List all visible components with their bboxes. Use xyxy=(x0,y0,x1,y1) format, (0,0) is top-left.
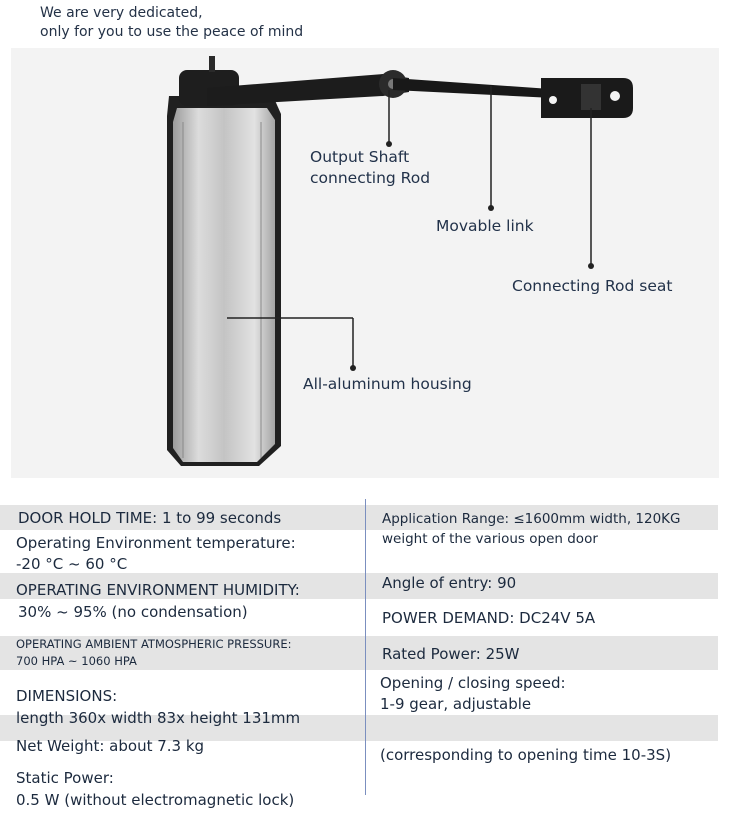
callout-leaders xyxy=(227,86,594,371)
spec-weight: Net Weight: about 7.3 kg xyxy=(16,737,205,755)
spec-hold-time: DOOR HOLD TIME: 1 to 99 seconds xyxy=(18,509,282,527)
tagline-line-1: We are very dedicated, xyxy=(40,5,203,21)
spec-table xyxy=(0,493,730,818)
spec-speed-value: 1-9 gear, adjustable xyxy=(380,695,532,713)
spec-temp-value: -20 °C ~ 60 °C xyxy=(16,555,128,573)
product-photo xyxy=(11,48,719,478)
column-divider xyxy=(365,499,366,795)
tagline xyxy=(40,4,303,42)
spec-opening-time: (corresponding to opening time 10-3S) xyxy=(380,746,672,764)
spec-humidity-value: 30% ~ 95% (no condensation) xyxy=(18,603,248,621)
callout-output-shaft-line-1: Output Shaft xyxy=(310,148,410,166)
callout-output-shaft xyxy=(310,147,430,189)
spec-humidity-label: OPERATING ENVIRONMENT HUMIDITY: xyxy=(16,581,300,599)
spec-pressure-label: OPERATING AMBIENT ATMOSPHERIC PRESSURE: xyxy=(16,637,292,651)
spec-static-label: Static Power: xyxy=(16,769,114,787)
callout-movable-link: Movable link xyxy=(436,217,534,235)
spec-range-line-2: weight of the various open door xyxy=(382,531,598,547)
spec-static-value: 0.5 W (without electromagnetic lock) xyxy=(16,791,295,809)
aluminum-housing xyxy=(167,96,281,466)
spec-pressure-value: 700 HPA ~ 1060 HPA xyxy=(16,654,137,668)
tagline-line-2: only for you to use the peace of mind xyxy=(40,24,304,40)
spec-range-line-1: Application Range: ≤1600mm width, 120KG xyxy=(382,511,681,527)
spec-speed-label: Opening / closing speed: xyxy=(380,674,566,692)
callout-rod-seat: Connecting Rod seat xyxy=(512,277,673,295)
spec-angle: Angle of entry: 90 xyxy=(382,574,517,592)
spec-dimensions-value: length 360x width 83x height 131mm xyxy=(16,709,301,727)
callout-housing: All-aluminum housing xyxy=(303,375,472,393)
door-operator-illustration xyxy=(11,48,719,478)
callout-output-shaft-line-2: connecting Rod xyxy=(310,169,431,187)
spec-rated-power: Rated Power: 25W xyxy=(382,645,520,663)
spec-dimensions-label: DIMENSIONS: xyxy=(16,687,118,705)
spec-temp-label: Operating Environment temperature: xyxy=(16,534,296,552)
spec-power-demand: POWER DEMAND: DC24V 5A xyxy=(382,609,596,627)
rod-seat-bracket xyxy=(541,78,633,118)
